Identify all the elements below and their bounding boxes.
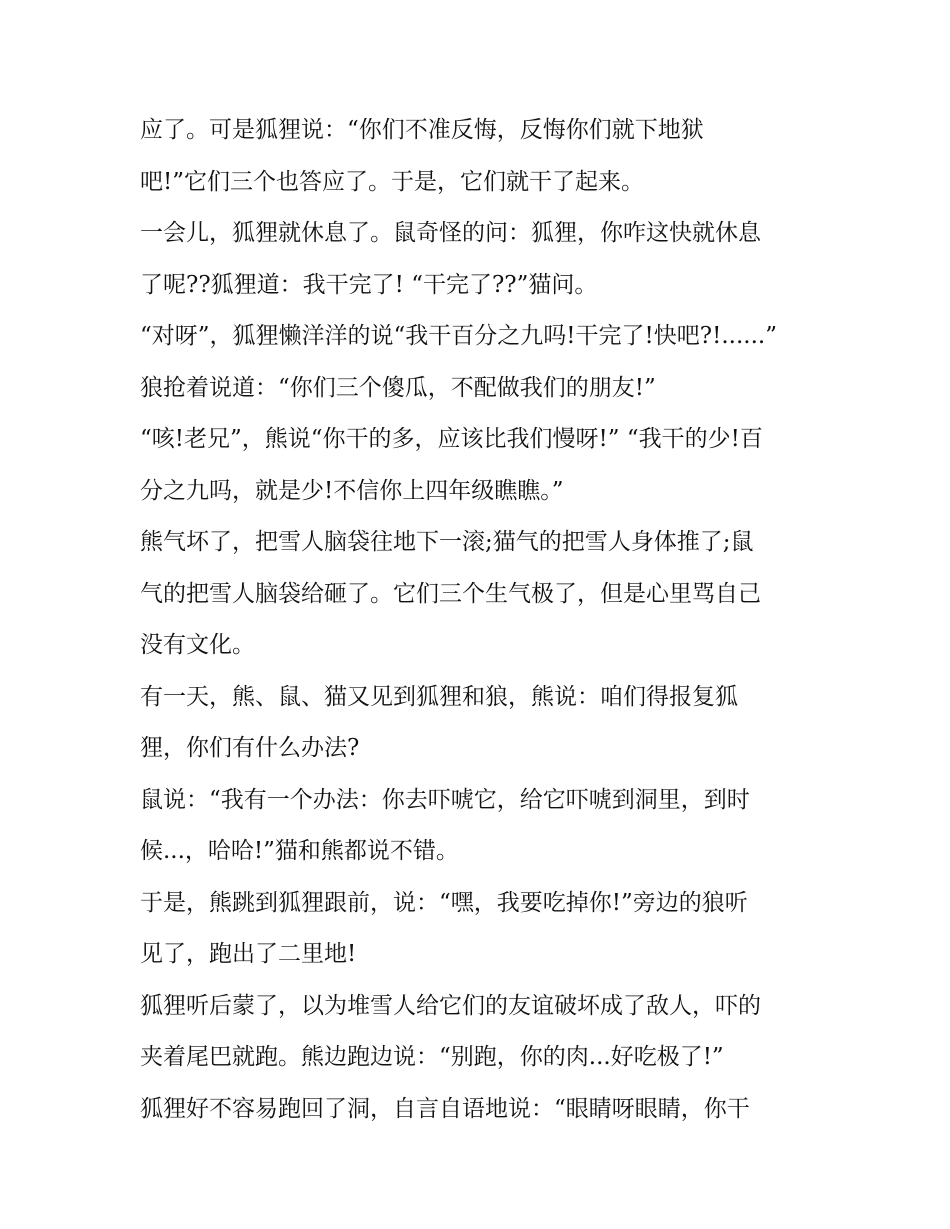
text-line: 候...，哈哈!”猫和熊都说不错。 [140,838,459,864]
text-line: 一会儿，狐狸就休息了。鼠奇怪的问：狐狸，你咋这快就休息 [140,220,761,246]
text-line: 有一天，熊、鼠、猫又见到狐狸和狼，熊说：咱们得报复狐 [140,683,738,710]
text-line: “咳!老兄”，熊说“你干的多，应该比我们慢呀!” “我干的少!百 [140,426,763,452]
text-line: 见了，跑出了二里地! [140,941,357,967]
text-line: 狐狸好不容易跑回了洞，自言自语地说：“眼睛呀眼睛，你干 [140,1095,750,1122]
text-line: 熊气坏了，把雪人脑袋往地下一滚;猫气的把雪人身体推了;鼠 [140,529,754,555]
text-line: 狐狸听后蒙了，以为堆雪人给它们的友谊破坏成了敌人，吓的 [140,992,761,1019]
text-line: 分之九吗，就是少!不信你上四年级瞧瞧。” [140,477,564,504]
text-line: 气的把雪人脑袋给砸了。它们三个生气极了，但是心里骂自己 [140,580,761,607]
text-line: 应了。可是狐狸说：“你们不准反悔，反悔你们就下地狱 [140,117,704,143]
text-line: 于是，熊跳到狐狸跟前，说：“嘿，我要吃掉你!”旁边的狼听 [140,889,748,916]
text-line: “对呀”，狐狸懒洋洋的说“我干百分之九吗!干完了!快吧?!......” [140,323,777,349]
text-line: 吧!”它们三个也答应了。于是，它们就干了起来。 [140,168,645,195]
document-body [140,110,820,1140]
text-line: 狼抢着说道：“你们三个傻瓜，不配做我们的朋友!” [140,374,656,401]
text-line: 了呢??狐狸道：我干完了! “干完了??”猫问。 [140,271,598,298]
text-line: 没有文化。 [140,632,255,658]
text-line: 狸，你们有什么办法? [140,735,360,761]
text-line: 夹着尾巴就跑。熊边跑边说：“别跑，你的肉...好吃极了!” [140,1044,724,1070]
text-line: 鼠说：“我有一个办法：你去吓唬它，给它吓唬到洞里，到时 [140,786,750,813]
